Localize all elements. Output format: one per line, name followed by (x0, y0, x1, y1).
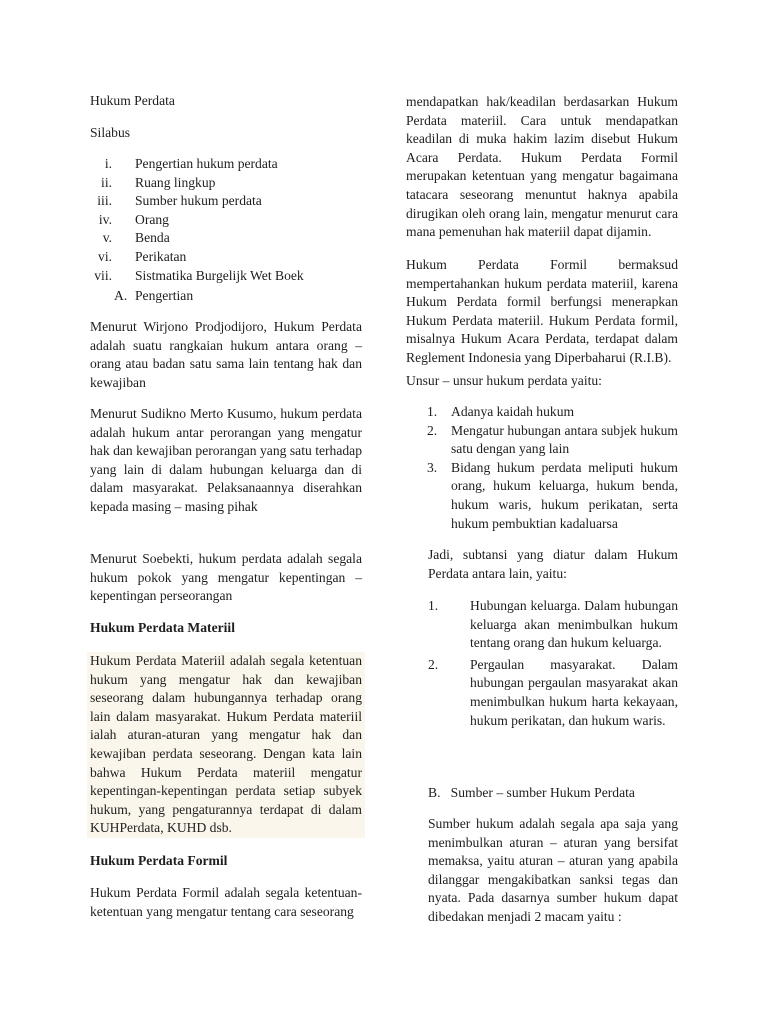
section-b-number: B. (428, 785, 441, 800)
paragraph-materiil: Hukum Perdata Materiil adalah segala ketentuan hukum yang mengatur hak dan kewajiban seseorang dalam hubungannya terhadap orang lain dalam masyarakat. Hukum Perdata materiil ialah aturan-aturan yang mengatur hak dan kewajiban perdata seseorang. Dengan kata lain bahwa Hukum Perdata materiil mengatur kepentingan-kepentingan perdata setiap subyek hukum, yang pengaturannya terdapat di dalam KUHPerdata, KUHD dsb. (90, 652, 362, 838)
syllabus-item: iii. Sumber hukum perdata (97, 193, 262, 209)
paragraph-soebekti: Menurut Soebekti, hukum perdata adalah segala hukum pokok yang mengatur kepentingan – kepentingan perseorangan (90, 551, 362, 604)
paragraph-formil-continued: mendapatkan hak/keadilan berdasarkan Hukum Perdata materiil. Cara untuk mendapatkan keadilan di muka hakim lazim disebut Hukum Acara Perdata. Hukum Perdata Formil merupakan ketentuan yang mengatur bagaimana tatacara seseorang menuntut haknya apabila dirugikan oleh orang lain, mengatur menurut cara mana pemenuhan hak materiil dapat dijamin. (406, 94, 678, 240)
paragraph-wirjono: Menurut Wirjono Prodjodijoro, Hukum Perdata adalah suatu rangkaian hukum antara orang – orang atau badan satu sama lain tentang hak dan kewajiban (90, 319, 362, 390)
syllabus-item: vi. Perikatan (98, 248, 187, 264)
unsur-item: 1. Adanya kaidah hukum (427, 404, 575, 419)
syllabus-item: vii. Sistmatika Burgelijk Wet Boek (94, 267, 304, 283)
subtansi-intro: Jadi, subtansi yang diatur dalam Hukum Perdata antara lain, yaitu: (428, 547, 678, 581)
paragraph-formil-start: Hukum Perdata Formil adalah segala ketentuan-ketentuan yang mengatur tentang cara seseorang (90, 885, 362, 919)
syllabus-item: ii. Ruang lingkup (101, 174, 216, 190)
syllabus-item: i. Pengertian hukum perdata (104, 156, 278, 171)
heading-formil: Hukum Perdata Formil (90, 853, 228, 868)
section-a-title: Pengertian (135, 288, 194, 303)
silabus-label: Silabus (90, 125, 131, 140)
unsur-item: 2. Mengatur hubungan antara subjek hukum satu dengan yang lain (427, 422, 678, 457)
paragraph-sudikno: Menurut Sudikno Merto Kusumo, hukum perdata adalah hukum antar perorangan yang mengatur hak dan kewajiban perorangan yang satu terhadap yang lain di dalam hubungan keluarga dan di dalam masyarakat. Pelaksanaannya diserahkan kepada masing – masing pihak (90, 406, 362, 514)
section-a-heading (90, 287, 362, 306)
subtansi-item: 1. Hubungan keluarga. Dalam hubungan keluarga akan menimbulkan hukum tentang orang dan hukum keluarga. (428, 598, 678, 651)
paragraph-formil-purpose: Hukum Perdata Formil bermaksud mempertahankan hukum perdata materiil, karena Hukum Perdata formil berfungsi menerapkan Hukum Perdata materiil. Hukum Perdata formil, misalnya Hukum Acara Perdata, terdapat dalam Reglement Indonesia yang Diperbaharui (R.I.B). (406, 257, 678, 365)
section-b-heading (428, 784, 635, 803)
section-b-title: Sumber – sumber Hukum Perdata (450, 785, 635, 800)
subtansi-list (428, 597, 678, 730)
syllabus-item: v. Benda (102, 230, 170, 246)
syllabus-list (90, 155, 362, 285)
unsur-item: 3. Bidang hukum perdata meliputi hukum orang, hukum keluarga, hukum benda, hukum waris, hukum perikatan, serta hukum pembuktian kadaluarsa (427, 459, 678, 531)
unsur-list (424, 403, 678, 533)
syllabus-item: iv. Orang (98, 211, 169, 227)
subtansi-item: 2. Pergaulan masyarakat. Dalam hubungan pergaulan masyarakat akan menimbulkan hukum harta kekayaan, hukum perikatan, dan hukum waris. (428, 656, 678, 728)
unsur-intro: Unsur – unsur hukum perdata yaitu: (406, 373, 602, 388)
document-title: Hukum Perdata (90, 93, 175, 108)
section-a-number: A. (114, 288, 128, 303)
paragraph-sumber: Sumber hukum adalah segala apa saja yang menimbulkan aturan – aturan yang bersifat memaksa, yaitu aturan – aturan yang apabila dilanggar mengakibatkan sanksi tegas dan nyata. Pada dasarnya sumber hukum dapat dibedakan menjadi 2 macam yaitu : (428, 816, 678, 924)
heading-materiil: Hukum Perdata Materiil (90, 620, 235, 635)
